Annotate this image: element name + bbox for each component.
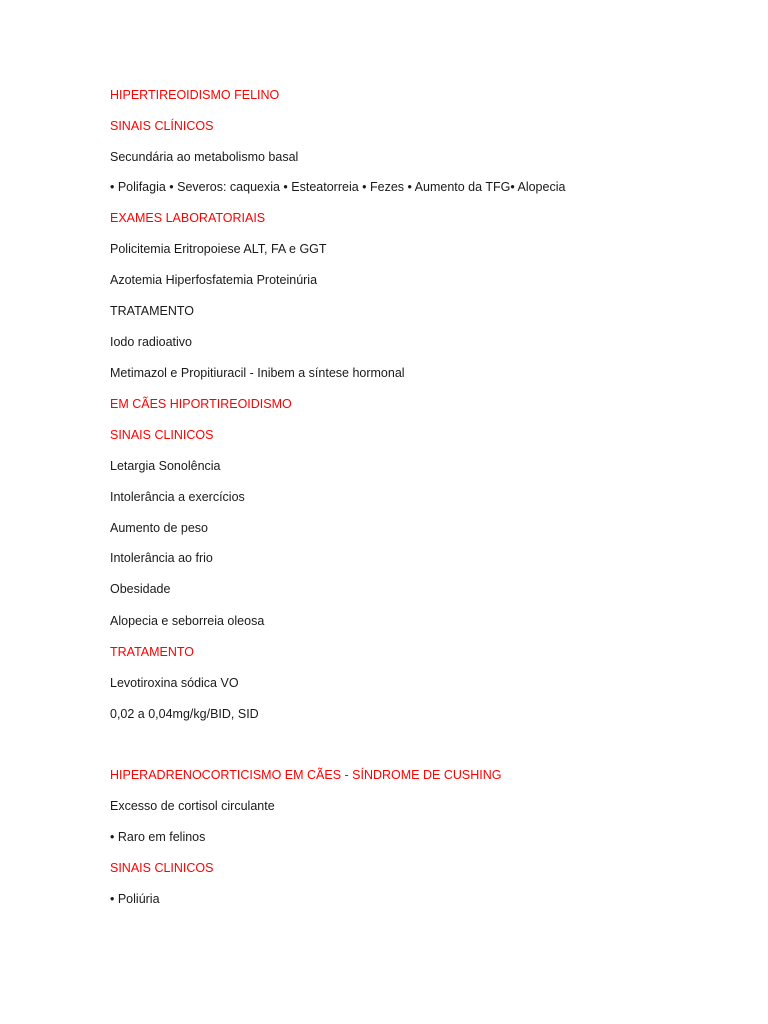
text-line: Intolerância a exercícios <box>110 490 245 504</box>
text-line: Secundária ao metabolismo basal <box>110 150 299 164</box>
title-hiperadrenocorticismo: HIPERADRENOCORTICISMO EM CÃES - SÍNDROME DE CUSHING <box>110 768 502 782</box>
text-line: Azotemia Hiperfosfatemia Proteinúria <box>110 273 318 287</box>
subheading-tratamento-felino: TRATAMENTO <box>110 304 195 318</box>
heading-exames-laboratoriais: EXAMES LABORATORIAIS <box>110 211 266 225</box>
title-hipotireoidismo-caes: EM CÃES HIPORTIREOIDISMO <box>110 397 292 411</box>
text-line: Obesidade <box>110 582 171 596</box>
text-line: Metimazol e Propitiuracil - Inibem a síntese hormonal <box>110 366 405 380</box>
text-line: Levotiroxina sódica VO <box>110 676 239 690</box>
text-line: • Raro em felinos <box>110 830 206 844</box>
heading-sinais-clinicos-cushing: SINAIS CLINICOS <box>110 861 214 875</box>
heading-sinais-clinicos-felino: SINAIS CLÍNICOS <box>110 119 214 133</box>
heading-sinais-clinicos-caes: SINAIS CLINICOS <box>110 428 214 442</box>
text-line: Intolerância ao frio <box>110 551 213 565</box>
title-hipertireoidismo-felino: HIPERTIREOIDISMO FELINO <box>110 88 280 102</box>
text-line: Policitemia Eritropoiese ALT, FA e GGT <box>110 242 327 256</box>
heading-tratamento-caes: TRATAMENTO <box>110 645 195 659</box>
text-line: Aumento de peso <box>110 521 208 535</box>
text-line: Excesso de cortisol circulante <box>110 799 275 813</box>
text-line: Letargia Sonolência <box>110 459 221 473</box>
text-line: Alopecia e seborreia oleosa <box>110 614 265 628</box>
text-line: 0,02 a 0,04mg/kg/BID, SID <box>110 707 259 721</box>
text-line: • Poliúria <box>110 892 160 906</box>
text-line: • Polifagia • Severos: caquexia • Esteatorreia • Fezes • Aumento da TFG• Alopecia <box>110 180 566 194</box>
text-line: Iodo radioativo <box>110 335 193 349</box>
